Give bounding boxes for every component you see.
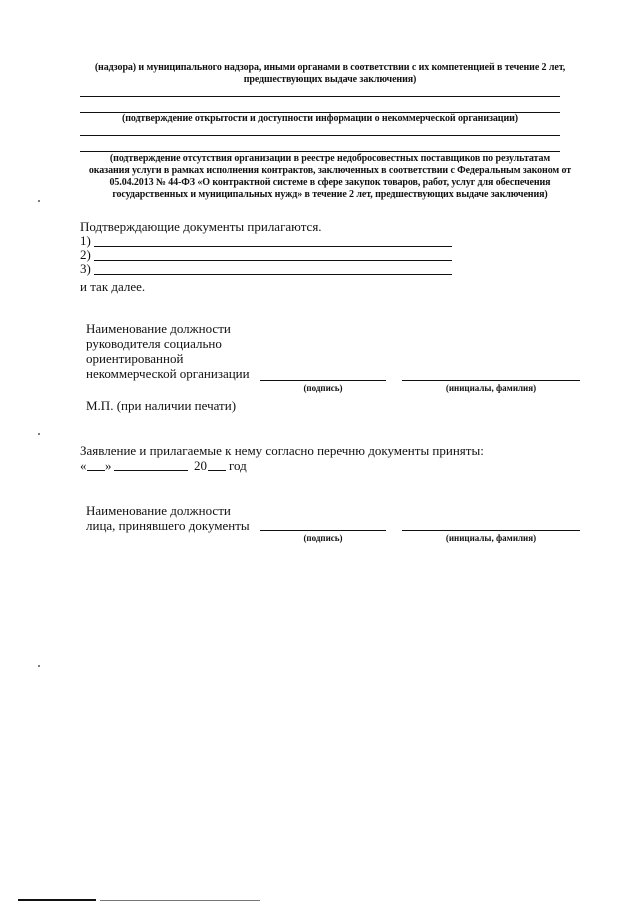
head-position-line-1: Наименование должности [86, 321, 231, 336]
blank-line-3 [80, 135, 560, 136]
date-month-line [114, 470, 188, 471]
document-item-1-label: 1) [80, 233, 91, 248]
scan-speck [38, 665, 40, 667]
scan-speck [38, 200, 40, 202]
documents-etc: и так далее. [80, 279, 146, 294]
receiver-name-line [402, 530, 580, 531]
receiver-name-caption: (инициалы, фамилия) [445, 533, 537, 543]
head-name-caption: (инициалы, фамилия) [445, 383, 537, 393]
footnote-rule [18, 899, 96, 901]
footnote-rule-faint [100, 900, 260, 901]
documents-heading: Подтверждающие документы прилагаются. [80, 219, 322, 234]
registry-caption-line-3: 05.04.2013 № 44-ФЗ «О контрактной системе в сфере закупок товаров, работ, услуг для обеспечения [109, 177, 551, 188]
registry-caption-line-2: оказания услуги в рамках исполнения контрактов, заключенных в соответствии с Федеральным законом от [88, 165, 572, 176]
head-position-line-2: руководителя социально [86, 336, 222, 351]
date-close-quote: » [105, 458, 112, 473]
date-year-prefix: 20 [194, 458, 207, 473]
blank-line-1 [80, 96, 560, 97]
head-position-line-3: ориентированной [86, 351, 184, 366]
scan-speck [38, 433, 40, 435]
openness-caption: (подтверждение открытости и доступности информации о некоммерческой организации) [121, 113, 519, 124]
receiver-position-line-1: Наименование должности [86, 503, 231, 518]
document-item-1-line [94, 246, 452, 247]
acceptance-date [80, 458, 280, 474]
head-signature-caption: (подпись) [303, 383, 343, 393]
date-year-word: год [229, 458, 247, 473]
top-caption-line-1: (надзора) и муниципального надзора, иными органами в соответствии с их компетенцией в течение 2 лет, [94, 62, 566, 73]
receiver-position-label [86, 503, 250, 533]
document-item-2-label: 2) [80, 247, 91, 262]
head-signature-line [260, 380, 386, 381]
document-item-3-line [94, 274, 452, 275]
date-year-line [208, 470, 226, 471]
receiver-signature-caption: (подпись) [303, 533, 343, 543]
top-caption-line-2: предшествующих выдаче заключения) [243, 74, 417, 85]
head-position-line-4: некоммерческой организации [86, 366, 250, 381]
stamp-note: М.П. (при наличии печати) [86, 398, 237, 413]
registry-caption [60, 153, 600, 201]
date-open-quote: « [80, 458, 87, 473]
receiver-position-line-2: лица, принявшего документы [86, 518, 250, 533]
document-item-3-label: 3) [80, 261, 91, 276]
blank-line-4 [80, 151, 560, 152]
registry-caption-line-4: государственных и муниципальных нужд» в течение 2 лет, предшествующих выдаче заключения) [112, 189, 548, 200]
receiver-signature-line [260, 530, 386, 531]
document-item-2-line [94, 260, 452, 261]
head-name-line [402, 380, 580, 381]
top-caption [70, 62, 590, 86]
acceptance-statement: Заявление и прилагаемые к нему согласно перечню документы приняты: [80, 443, 484, 458]
head-position-label [86, 321, 250, 381]
date-day-line [87, 470, 105, 471]
registry-caption-line-1: (подтверждение отсутствия организации в реестре недобросовестных поставщиков по результатам [109, 153, 551, 164]
